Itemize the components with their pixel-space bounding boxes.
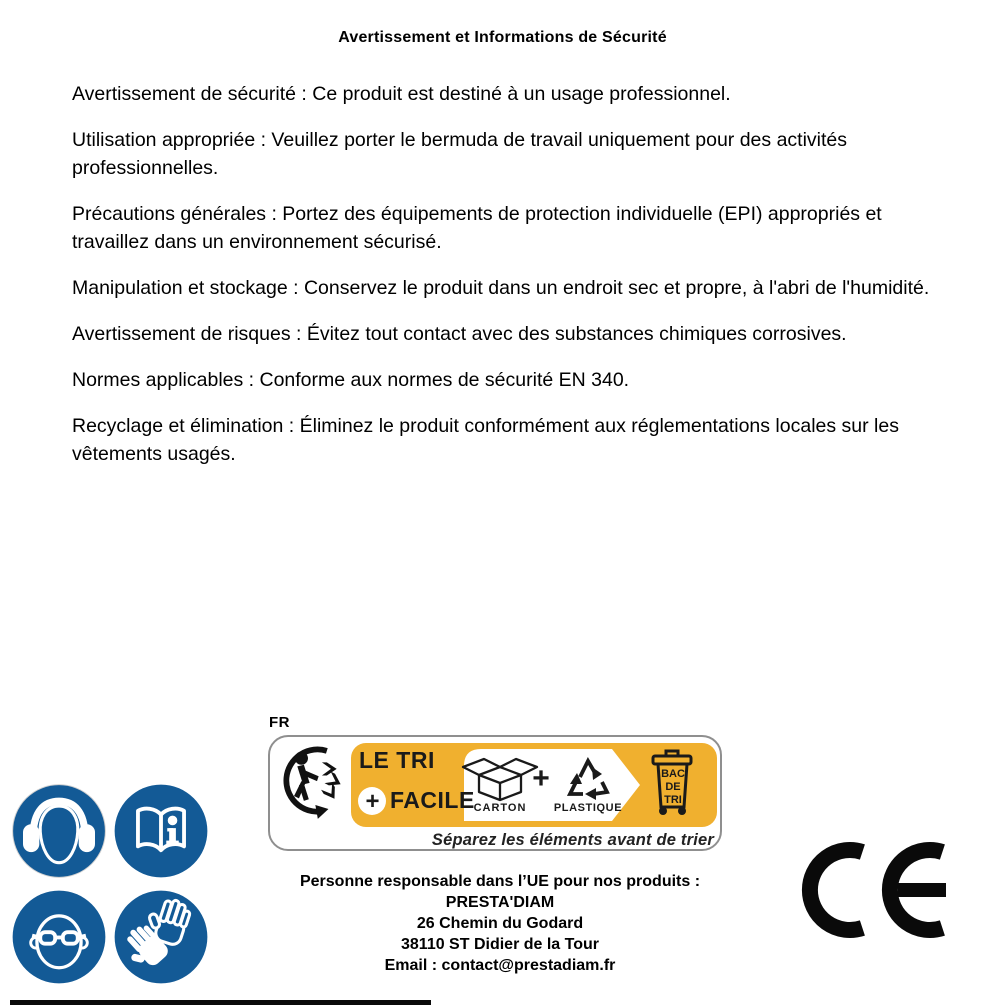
ce-marking-icon — [797, 838, 952, 942]
country-code-label: FR — [269, 714, 290, 731]
cropped-element-edge — [10, 1000, 431, 1005]
safety-paragraph: Avertissement de risques : Évitez tout contact avec des substances chimiques corrosives. — [72, 323, 847, 345]
sorting-info-label — [268, 735, 722, 851]
safety-paragraph: Recyclage et élimination : Éliminez le produit conformément aux réglementations locales sur les vêtements usagés. — [72, 415, 899, 465]
safety-paragraph: Avertissement de sécurité : Ce produit est destiné à un usage professionnel. — [72, 83, 731, 105]
safety-paragraph: Normes applicables : Conforme aux normes de sécurité EN 340. — [72, 369, 630, 391]
sorting-instruction: Séparez les éléments avant de trier — [431, 831, 714, 849]
wear-protective-gloves-icon — [113, 889, 209, 985]
read-instruction-manual-icon — [113, 783, 209, 879]
plus-badge: + — [365, 788, 380, 815]
address-line: 38110 ST Didier de la Tour — [401, 936, 599, 953]
safety-paragraph: Manipulation et stockage : Conservez le produit dans un endroit sec et propre, à l'abri de l'humidité. — [72, 277, 930, 299]
company-name: PRESTA'DIAM — [445, 894, 555, 911]
material-label-plastique: PLASTIQUE — [553, 802, 623, 814]
triman-icon — [276, 741, 358, 823]
materials-plus: + — [532, 762, 550, 795]
safety-paragraph: Utilisation appropriée : Veuillez porter le bermuda de travail uniquement pour des activités professionnelles. — [72, 129, 848, 179]
page-title: Avertissement et Informations de Sécurité — [338, 29, 667, 46]
sorting-banner — [351, 743, 717, 827]
banner-line2: FACILE — [390, 787, 475, 813]
safety-paragraph: Précautions générales : Portez des équipements de protection individuelle (EPI) appropriés et travaillez dans un environnement sécurisé. — [72, 203, 882, 253]
material-label-carton: CARTON — [473, 802, 527, 814]
banner-line1: LE TRI — [359, 747, 435, 773]
address-line: 26 Chemin du Godard — [416, 915, 584, 932]
email-line: Email : contact@prestadiam.fr — [384, 957, 616, 974]
wear-eye-protection-icon — [11, 889, 107, 985]
wear-ear-protection-icon — [11, 783, 107, 879]
bin-label: BAC DE TRI — [661, 768, 685, 806]
safety-paragraphs — [72, 80, 934, 486]
responsible-block — [252, 871, 748, 976]
responsible-line: Personne responsable dans l’UE pour nos produits : — [299, 873, 701, 890]
